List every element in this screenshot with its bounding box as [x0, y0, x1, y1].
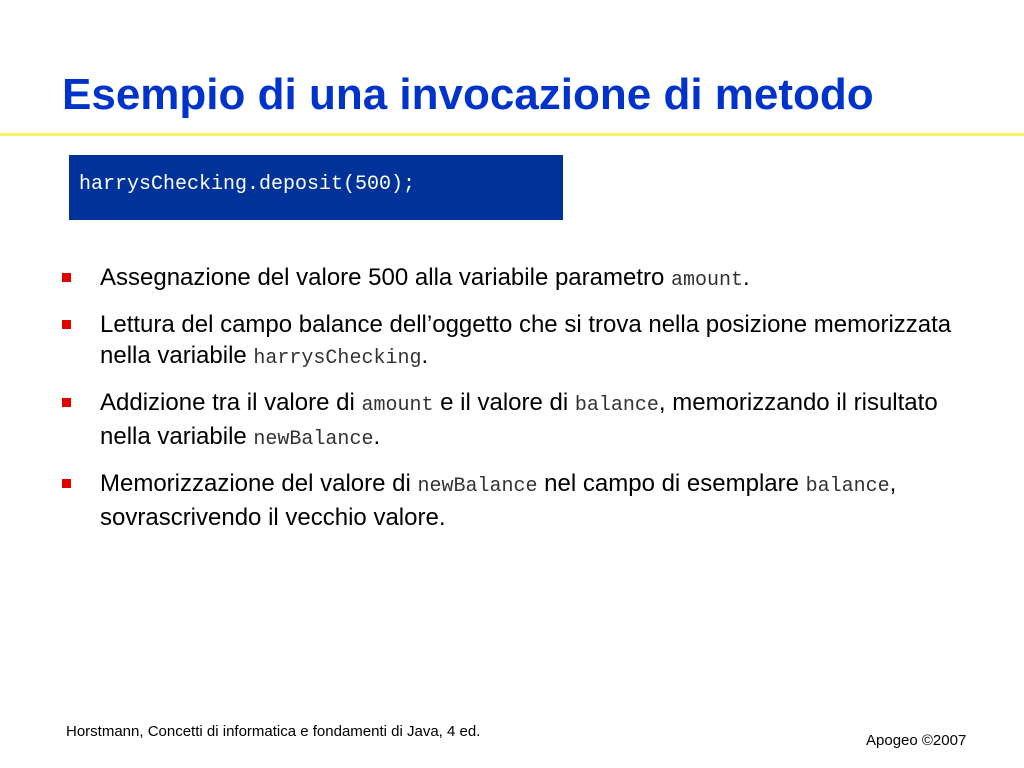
bullet-code-segment: newBalance	[253, 428, 374, 451]
footer-citation: Horstmann, Concetti di informatica e fondamenti di Java, 4 ed.	[66, 723, 481, 740]
bullet-text-segment: nel campo di esemplare	[537, 470, 806, 497]
bullet-item	[62, 262, 962, 296]
bullet-item	[62, 387, 962, 455]
bullet-square-icon	[62, 398, 71, 407]
code-snippet: harrysChecking.deposit(500);	[79, 173, 416, 196]
bullet-text-segment: .	[743, 264, 750, 291]
bullet-code-segment: amount	[671, 269, 744, 292]
bullet-code-segment: harrysChecking	[253, 347, 422, 370]
bullet-text-segment: Lettura del campo balance dell’oggetto che si trova nella posizione memorizzata nella variabile	[100, 311, 952, 369]
title-divider	[0, 133, 1024, 136]
bullet-text-segment: Addizione tra il valore di	[100, 389, 362, 416]
bullet-square-icon	[62, 320, 71, 329]
code-box	[69, 155, 563, 220]
footer-copyright: Apogeo ©2007	[866, 732, 967, 749]
bullet-square-icon	[62, 273, 71, 282]
bullet-text-segment: Memorizzazione del valore di	[100, 470, 418, 497]
bullet-text-segment: .	[373, 423, 381, 450]
bullet-code-segment: amount	[361, 394, 434, 417]
slide-title: Esempio di una invocazione di metodo	[62, 70, 874, 119]
bullet-text-segment: .	[421, 342, 429, 369]
bullet-text-segment: e il valore di	[433, 389, 575, 416]
bullet-code-segment: balance	[805, 475, 890, 498]
bullet-text-segment: , sovrascrivendo il vecchio valore.	[100, 470, 897, 531]
bullet-item	[62, 309, 962, 374]
bullet-code-segment: newBalance	[417, 475, 538, 498]
bullet-list	[62, 262, 962, 546]
bullet-text-segment: Assegnazione del valore 500 alla variabile parametro	[100, 264, 672, 291]
bullet-text-segment: , memorizzando il risultato nella variabile	[100, 389, 938, 450]
bullet-item	[62, 468, 962, 533]
bullet-code-segment: balance	[574, 394, 659, 417]
bullet-square-icon	[62, 479, 71, 488]
